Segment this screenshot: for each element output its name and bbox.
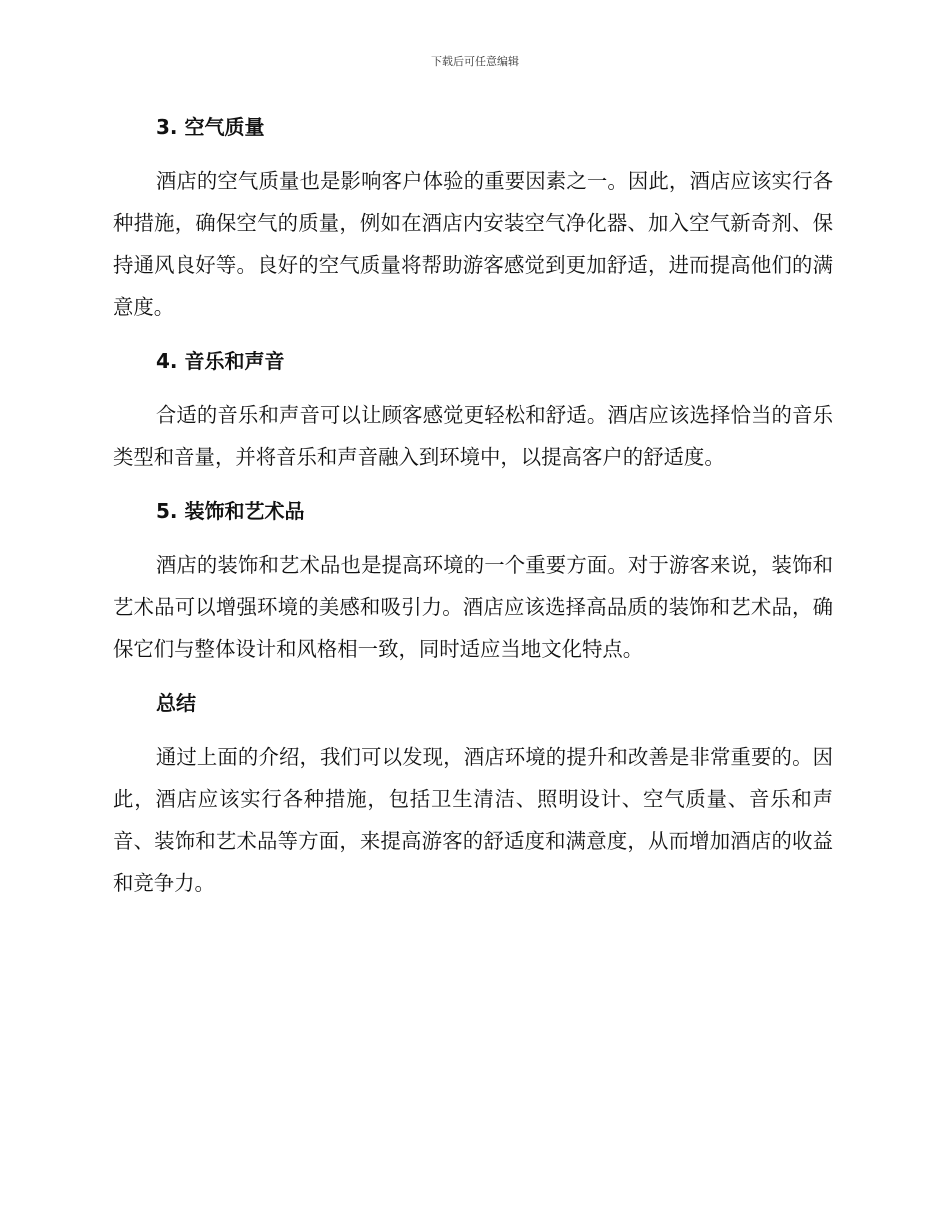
section-paragraph: 合适的音乐和声音可以让顾客感觉更轻松和舒适。酒店应该选择恰当的音乐类型和音量，并将音乐和声音融入到环境中，以提高客户的舒适度。 [113,403,833,469]
document-body [113,110,833,904]
section-heading: 4. 音乐和声音 [156,349,285,373]
section-paragraph: 酒店的装饰和艺术品也是提高环境的一个重要方面。对于游客来说，装饰和艺术品可以增强环境的美感和吸引力。酒店应该选择高品质的装饰和艺术品，确保它们与整体设计和风格相一致，同时适应当地文化特点。 [113,553,833,661]
page-header-note: 下载后可任意编辑 [431,55,519,68]
section-summary [113,686,833,904]
section-paragraph: 通过上面的介绍，我们可以发现，酒店环境的提升和改善是非常重要的。因此，酒店应该实行各种措施，包括卫生清洁、照明设计、空气质量、音乐和声音、装饰和艺术品等方面，来提高游客的舒适度和满意度，从而增加酒店的收益和竞争力。 [113,745,833,895]
section-heading: 3. 空气质量 [156,115,265,139]
section-music-sound [113,344,833,494]
section-heading: 5. 装饰和艺术品 [156,499,305,523]
section-air-quality [113,110,833,344]
section-paragraph: 酒店的空气质量也是影响客户体验的重要因素之一。因此，酒店应该实行各种措施，确保空气的质量，例如在酒店内安装空气净化器、加入空气新奇剂、保持通风良好等。良好的空气质量将帮助游客感觉到更加舒适，进而提高他们的满意度。 [113,169,833,319]
section-heading: 总结 [156,691,196,715]
section-decoration-art [113,494,833,686]
